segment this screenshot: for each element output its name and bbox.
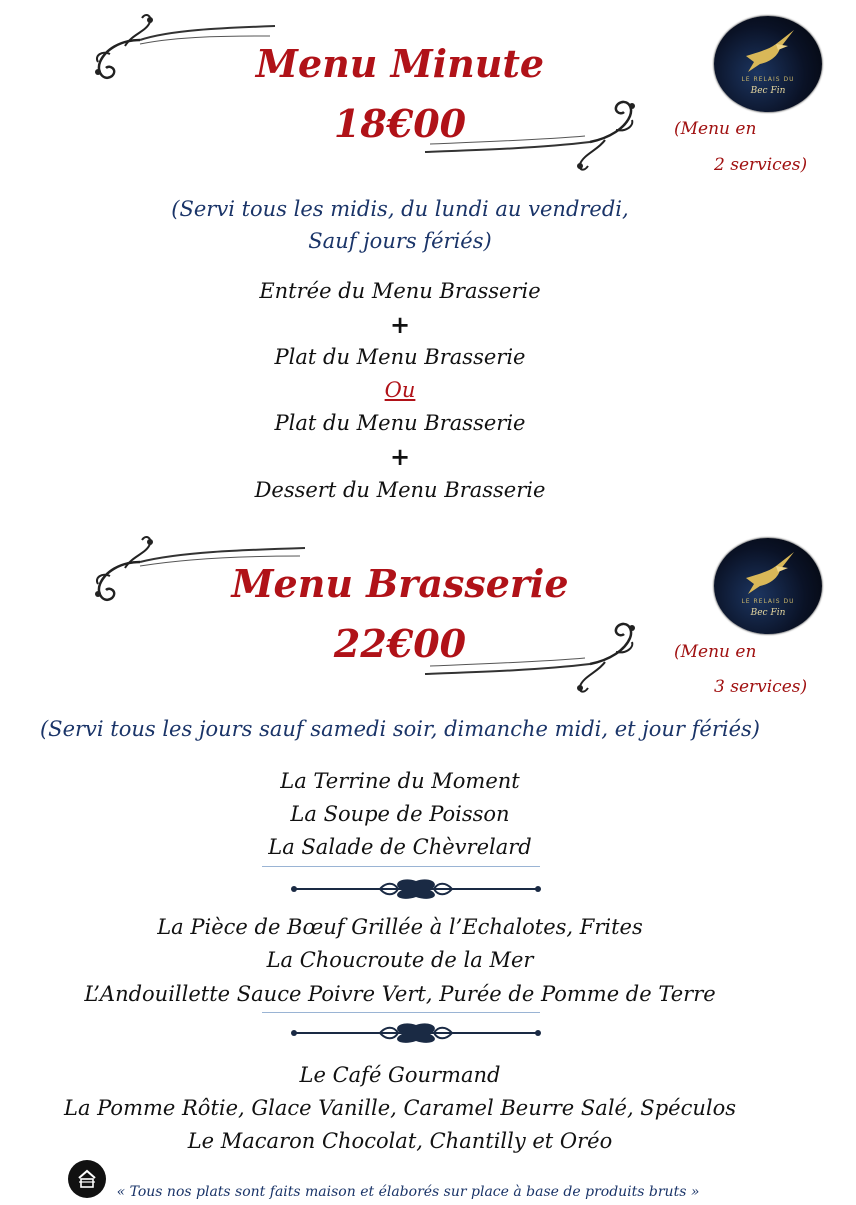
menu-minute-item: Entrée du Menu Brasserie [259,279,541,303]
menu-brasserie-note-line2: 3 services) [714,677,808,697]
starter-item: La Terrine du Moment [280,769,520,793]
menu-minute-item: Plat du Menu Brasserie [274,411,526,435]
menu-minute-title: Menu Minute [255,41,545,86]
footer-note: « Tous nos plats sont faits maison et élaborés sur place à base de produits bruts » [116,1184,700,1200]
main-item: L’Andouillette Sauce Poivre Vert, Purée de Pomme de Terre [84,982,716,1006]
ornamental-divider [290,1020,542,1046]
house-icon [76,1168,98,1190]
menu-minute-served-line2: Sauf jours fériés) [308,229,492,253]
menu-minute-or: Ou [384,378,416,402]
dessert-item: Le Macaron Chocolat, Chantilly et Oréo [187,1129,613,1153]
menu-minute-served-line1: (Servi tous les midis, du lundi au vendredi, [171,197,629,221]
logo-top-text: LE RELAIS DU [741,76,795,83]
menu-brasserie-price: 22€00 [333,621,467,666]
menu-minute-price: 18€00 [333,101,467,146]
main-item: La Choucroute de la Mer [266,948,534,972]
menu-brasserie-title: Menu Brasserie [231,561,569,606]
menu-minute-plus: + [389,442,411,471]
dessert-item: Le Café Gourmand [299,1063,501,1087]
ornamental-divider [290,876,542,902]
starter-item: La Soupe de Poisson [290,802,510,826]
menu-minute-note-line1: (Menu en [674,119,757,139]
logo-script-text: Bec Fin [750,86,786,96]
homemade-badge [68,1160,106,1198]
logo-script-text: Bec Fin [750,608,786,618]
main-item: La Pièce de Bœuf Grillée à l’Echalotes, Frites [157,915,643,939]
menu-minute-note-line2: 2 services) [714,155,808,175]
dessert-item: La Pomme Rôtie, Glace Vanille, Caramel Beurre Salé, Spéculos [64,1096,736,1120]
divider-rule [262,866,540,867]
starter-item: La Salade de Chèvrelard [268,835,532,859]
logo-top-text: LE RELAIS DU [741,598,795,605]
menu-brasserie-note-line1: (Menu en [674,642,757,662]
menu-minute-item: Plat du Menu Brasserie [274,345,526,369]
menu-minute-plus: + [389,310,411,339]
menu-minute-item: Dessert du Menu Brasserie [254,478,546,502]
menu-brasserie-served: (Servi tous les jours sauf samedi soir, dimanche midi, et jour fériés) [39,717,761,741]
divider-rule [262,1012,540,1013]
